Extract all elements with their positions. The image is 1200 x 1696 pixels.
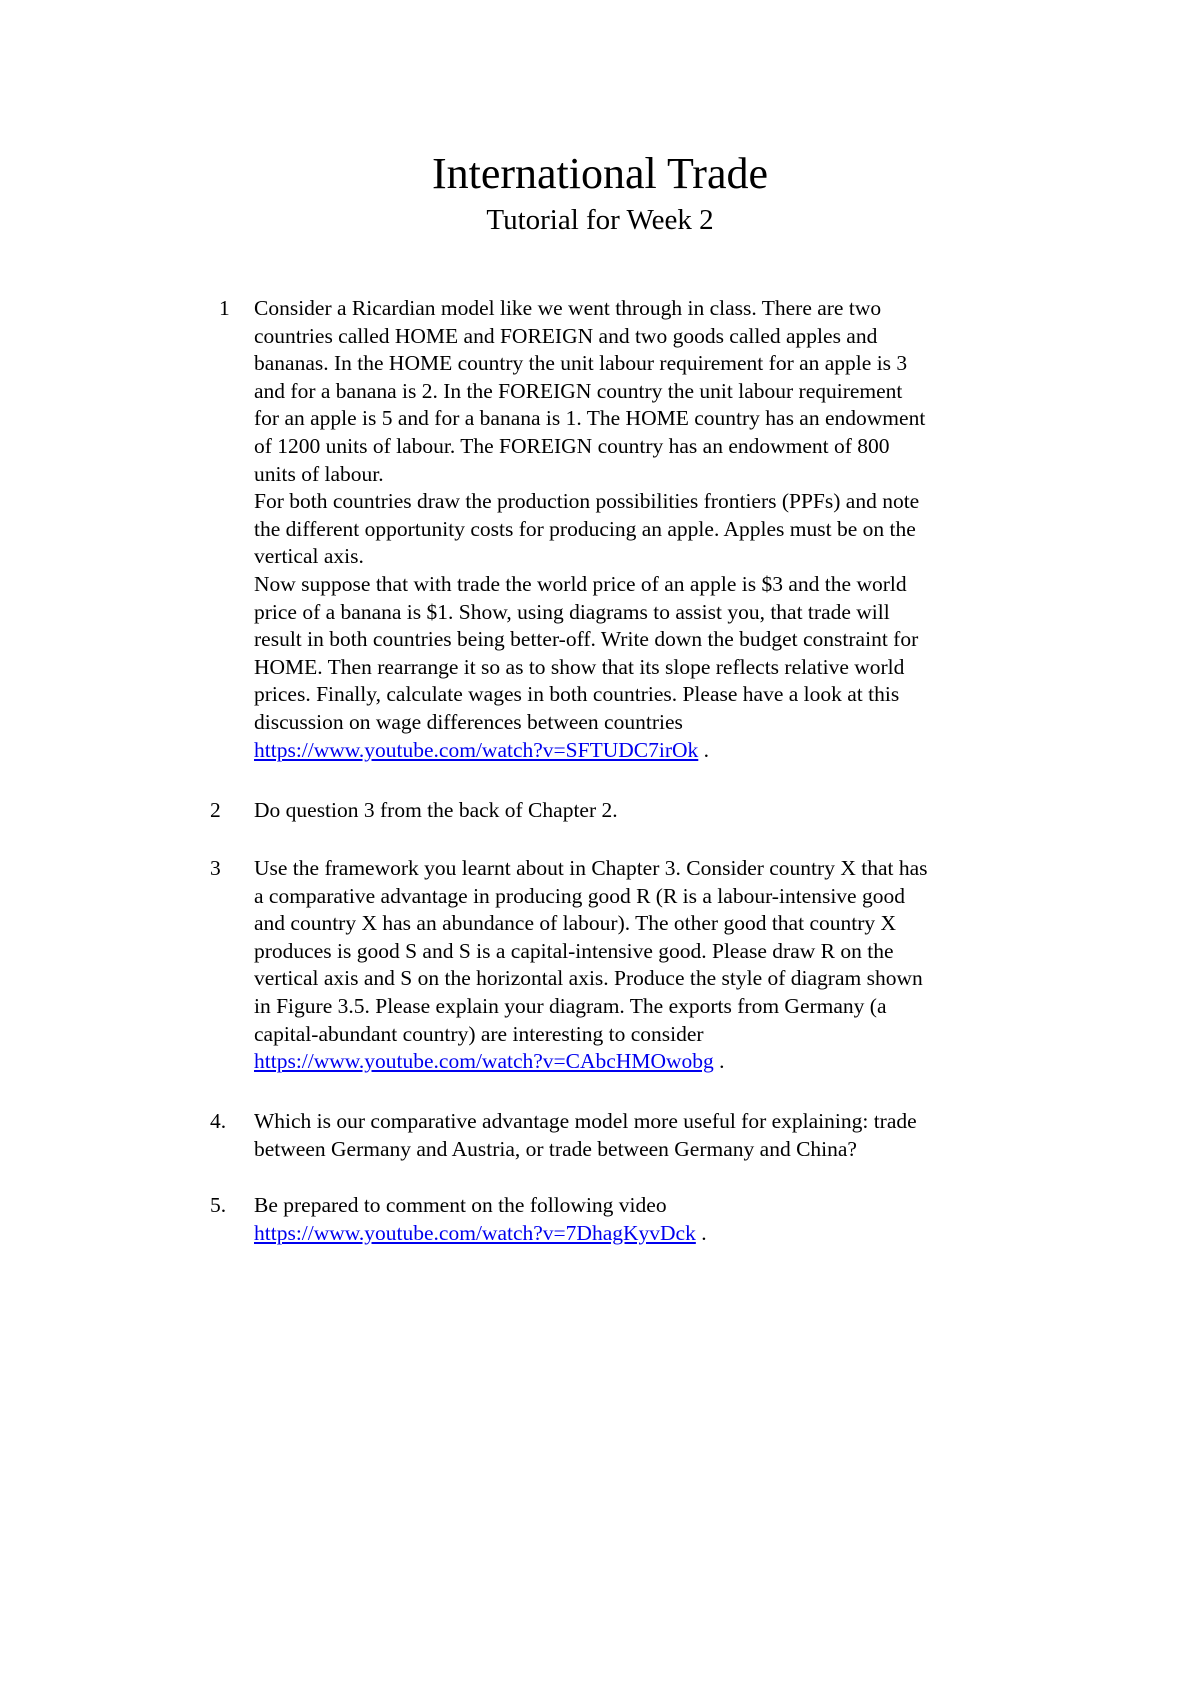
question-number: 2 — [210, 798, 221, 822]
text-line: between Germany and Austria, or trade between Germany and China? — [254, 1136, 857, 1161]
page-subtitle: Tutorial for Week 2 — [486, 204, 714, 236]
text-line: vertical axis. — [254, 544, 364, 569]
text-line: countries called HOME and FOREIGN and two goods called apples and — [254, 323, 878, 348]
question-number: 5. — [210, 1193, 227, 1217]
link-suffix: . — [695, 1220, 707, 1245]
text-line: discussion on wage differences between countries — [254, 709, 683, 734]
text-line: Do question 3 from the back of Chapter 2. — [254, 798, 618, 822]
question-text — [254, 1108, 1040, 1163]
page-title: International Trade — [431, 149, 769, 198]
text-line: units of labour. — [254, 461, 384, 486]
text-line: result in both countries being better-off. Write down the budget constraint for — [254, 627, 919, 652]
question-2 — [210, 797, 1040, 825]
question-text — [254, 855, 1040, 1076]
link-suffix: . — [698, 737, 710, 762]
youtube-link-2[interactable]: https://www.youtube.com/watch?v=CAbcHMOwobg — [254, 1049, 714, 1074]
text-line: a comparative advantage in producing good R (R is a labour-intensive good — [254, 883, 905, 908]
text-line: Which is our comparative advantage model more useful for explaining: trade — [254, 1109, 917, 1133]
text-line: price of a banana is $1. Show, using diagrams to assist you, that trade will — [254, 599, 890, 624]
text-line: and country X has an abundance of labour). The other good that country X — [254, 911, 897, 936]
question-number: 3 — [210, 856, 221, 880]
text-line: of 1200 units of labour. The FOREIGN country has an endowment of 800 — [254, 433, 890, 458]
link-suffix: . — [713, 1049, 725, 1074]
youtube-link-3[interactable]: https://www.youtube.com/watch?v=7DhagKyvDck — [254, 1220, 696, 1245]
text-line: the different opportunity costs for producing an apple. Apples must be on the — [254, 516, 916, 541]
youtube-link-1[interactable]: https://www.youtube.com/watch?v=SFTUDC7irOk — [254, 737, 699, 762]
text-line: Now suppose that with trade the world price of an apple is $3 and the world — [254, 571, 907, 596]
link-line — [254, 737, 1040, 765]
text-line: capital-abundant country) are interesting to consider — [254, 1021, 704, 1046]
question-4 — [210, 1108, 1040, 1163]
text-line: For both countries draw the production possibilities frontiers (PPFs) and note — [254, 489, 920, 514]
text-line: bananas. In the HOME country the unit labour requirement for an apple is 3 — [254, 351, 908, 376]
link-line — [254, 1048, 1040, 1076]
text-line: Consider a Ricardian model like we went through in class. There are two — [254, 296, 882, 320]
text-line: produces is good S and S is a capital-intensive good. Please draw R on the — [254, 938, 894, 963]
question-number: 1 — [219, 296, 230, 320]
text-line: Use the framework you learnt about in Chapter 3. Consider country X that has — [254, 856, 928, 880]
text-line: and for a banana is 2. In the FOREIGN country the unit labour requirement — [254, 378, 903, 403]
text-line: prices. Finally, calculate wages in both countries. Please have a look at this — [254, 682, 900, 707]
text-line: HOME. Then rearrange it so as to show that its slope reflects relative world — [254, 654, 905, 679]
question-text — [254, 1192, 1040, 1247]
text-line: for an apple is 5 and for a banana is 1. The HOME country has an endowment — [254, 406, 926, 431]
text-line: vertical axis and S on the horizontal axis. Produce the style of diagram shown — [254, 966, 923, 991]
question-5 — [210, 1192, 1040, 1247]
question-1 — [210, 295, 1040, 764]
question-3 — [210, 855, 1040, 1076]
question-text — [254, 797, 1040, 825]
question-text — [254, 295, 1040, 764]
question-number: 4. — [210, 1109, 227, 1133]
link-line — [254, 1220, 1040, 1248]
text-line: in Figure 3.5. Please explain your diagram. The exports from Germany (a — [254, 993, 887, 1018]
text-line: Be prepared to comment on the following video — [254, 1193, 667, 1217]
